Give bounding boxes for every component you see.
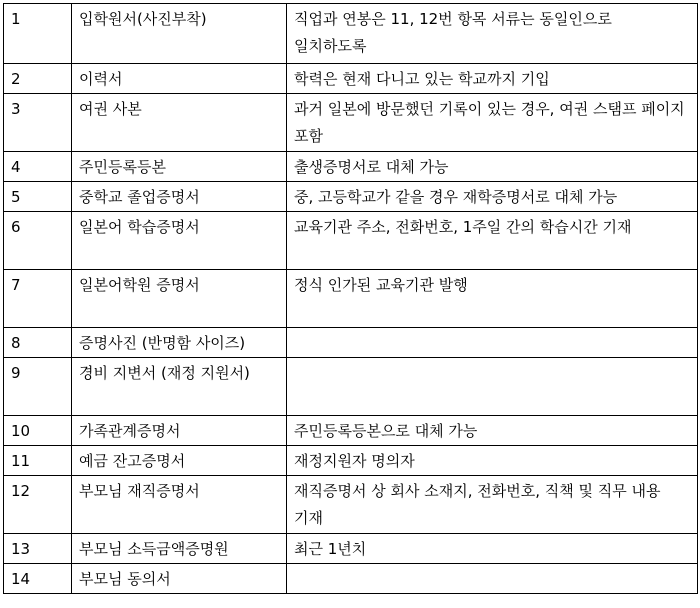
table-row <box>4 416 698 446</box>
table-row <box>4 212 698 270</box>
table-row <box>4 476 698 534</box>
row-number: 8 <box>4 328 72 358</box>
table-row <box>4 328 698 358</box>
document-note <box>287 564 698 594</box>
row-number: 3 <box>4 94 72 152</box>
table-row <box>4 64 698 94</box>
document-name: 일본어학원 증명서 <box>72 270 287 328</box>
table-row <box>4 534 698 564</box>
row-number: 5 <box>4 182 72 212</box>
row-number: 1 <box>4 4 72 64</box>
row-number: 10 <box>4 416 72 446</box>
row-number: 9 <box>4 358 72 416</box>
document-name: 경비 지변서 (재정 지원서) <box>72 358 287 416</box>
document-note: 재직증명서 상 회사 소재지, 전화번호, 직책 및 직무 내용 기재 <box>287 476 698 534</box>
document-name: 부모님 소득금액증명원 <box>72 534 287 564</box>
row-number: 13 <box>4 534 72 564</box>
document-name: 입학원서(사진부착) <box>72 4 287 64</box>
document-name: 가족관계증명서 <box>72 416 287 446</box>
table-row <box>4 152 698 182</box>
row-number: 6 <box>4 212 72 270</box>
document-name: 이력서 <box>72 64 287 94</box>
document-note: 정식 인가된 교육기관 발행 <box>287 270 698 328</box>
document-note: 직업과 연봉은 11, 12번 항목 서류는 동일인으로 일치하도록 <box>287 4 698 64</box>
table-row <box>4 182 698 212</box>
document-note: 주민등록등본으로 대체 가능 <box>287 416 698 446</box>
required-documents-table <box>3 3 698 594</box>
document-note: 학력은 현재 다니고 있는 학교까지 기입 <box>287 64 698 94</box>
document-name: 일본어 학습증명서 <box>72 212 287 270</box>
document-name: 여권 사본 <box>72 94 287 152</box>
document-name: 부모님 동의서 <box>72 564 287 594</box>
document-note: 중, 고등학교가 같을 경우 재학증명서로 대체 가능 <box>287 182 698 212</box>
document-note: 재정지원자 명의자 <box>287 446 698 476</box>
document-note: 교육기관 주소, 전화번호, 1주일 간의 학습시간 기재 <box>287 212 698 270</box>
table-row <box>4 358 698 416</box>
row-number: 12 <box>4 476 72 534</box>
document-name: 증명사진 (반명함 사이즈) <box>72 328 287 358</box>
document-note <box>287 358 698 416</box>
document-name: 중학교 졸업증명서 <box>72 182 287 212</box>
document-note: 출생증명서로 대체 가능 <box>287 152 698 182</box>
row-number: 14 <box>4 564 72 594</box>
document-name: 주민등록등본 <box>72 152 287 182</box>
document-name: 예금 잔고증명서 <box>72 446 287 476</box>
document-note: 최근 1년치 <box>287 534 698 564</box>
row-number: 4 <box>4 152 72 182</box>
row-number: 11 <box>4 446 72 476</box>
table-row <box>4 446 698 476</box>
document-note <box>287 328 698 358</box>
table-row <box>4 4 698 64</box>
document-note: 과거 일본에 방문했던 기록이 있는 경우, 여권 스탬프 페이지 포함 <box>287 94 698 152</box>
table-row <box>4 270 698 328</box>
document-name: 부모님 재직증명서 <box>72 476 287 534</box>
row-number: 7 <box>4 270 72 328</box>
table-row <box>4 564 698 594</box>
row-number: 2 <box>4 64 72 94</box>
table-row <box>4 94 698 152</box>
